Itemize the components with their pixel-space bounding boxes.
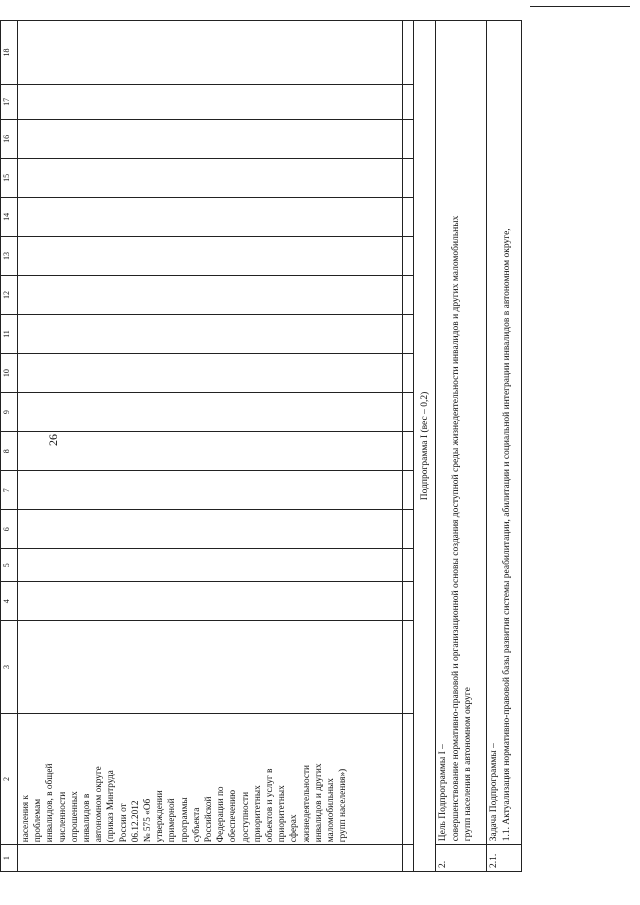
col-num: 1 [1,845,18,872]
goal-text: Цель Подпрограммы I – совершенствование нормативно-правовой и организационной основы создания доступной среды жизнедеятельности инвалидов и других маломобильных групп населения в автономном округе [438,215,473,842]
table-cell [18,582,403,621]
table-cell [403,471,414,510]
col-num: 8 [1,432,18,471]
col-num: 15 [1,158,18,197]
indicator-text: населения к проблемам инвалидов, в общей численности опрошенных инвалидов в автономном округе (приказ Минтруда России от 06.12.2012 № 575 «Об утверждении примерной программы субъекта Российской Федерации по обеспечению доступности приоритетных объектов и услуг в приоритетных сферах жизнедеятельности инвалидов и других маломобильных групп населения») [21,763,349,843]
indicator-row [18,21,403,872]
col-num: 2 [1,713,18,845]
page-number: 26 [46,434,60,446]
table-cell [18,84,403,119]
task-text: Задача Подпрограммы – 1.1. Актуализация нормативно-правовой базы развития системы реабилитации, абилитации и социальной интеграции инвалидов в автономном округе, [489,228,512,842]
col-num: 17 [1,84,18,119]
table-cell [403,510,414,549]
col-num: 16 [1,119,18,158]
spacer-row [403,21,414,872]
table-cell [403,393,414,432]
table-cell [18,510,403,549]
rotated-table-container [0,20,640,872]
table-cell [403,119,414,158]
col-num: 9 [1,393,18,432]
table-cell [403,315,414,354]
table-cell [403,713,414,845]
column-number-row [1,21,18,872]
table-cell [18,315,403,354]
col-num: 18 [1,21,18,85]
table-cell [18,197,403,236]
table-cell [18,471,403,510]
table-cell [403,582,414,621]
indicator-description [18,713,403,845]
goal-number: 2. [436,845,487,872]
task-text-cell [487,21,522,845]
table-cell [403,845,414,872]
table-cell [18,275,403,314]
indicators-table [0,20,522,872]
task-number: 2.1. [487,845,522,872]
table-cell [403,432,414,471]
top-rule [530,6,630,7]
col-num: 12 [1,275,18,314]
col-num: 10 [1,354,18,393]
table-cell [18,119,403,158]
goal-text-cell [436,21,487,845]
col-num: 14 [1,197,18,236]
table-cell [18,354,403,393]
table-cell [403,236,414,275]
table-cell [18,549,403,582]
table-cell [18,432,403,471]
table-cell [18,621,403,714]
col-num: 7 [1,471,18,510]
subprogram-title: Подпрограмма I (вес – 0,2) [414,21,436,872]
table-cell [403,21,414,85]
table-cell [403,84,414,119]
table-cell [403,197,414,236]
subprogram-row [414,21,436,872]
col-num: 11 [1,315,18,354]
col-num: 13 [1,236,18,275]
task-row [487,21,522,872]
table-cell [18,158,403,197]
table-cell [18,393,403,432]
table-cell [403,549,414,582]
table-cell [403,158,414,197]
table-cell [403,621,414,714]
table-cell [18,21,403,85]
table-cell [403,275,414,314]
table-cell [403,354,414,393]
table-cell [18,236,403,275]
col-num: 3 [1,621,18,714]
col-num: 4 [1,582,18,621]
col-num: 5 [1,549,18,582]
table-cell [18,845,403,872]
goal-row [436,21,487,872]
col-num: 6 [1,510,18,549]
